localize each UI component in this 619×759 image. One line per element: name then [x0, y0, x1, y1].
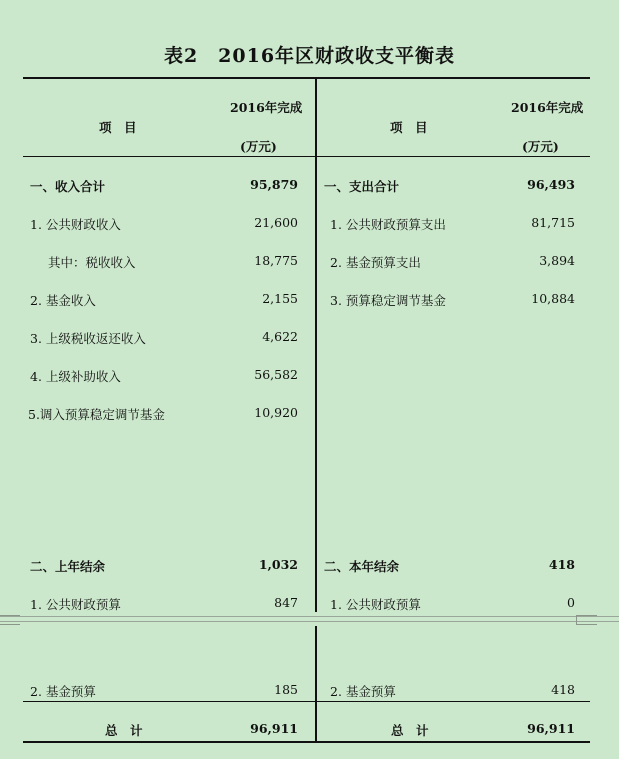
header-right-unit: (万元) [522, 139, 559, 154]
header-left-item: 项 目 [99, 120, 137, 135]
left-row-value: 4,622 [262, 329, 298, 344]
left-row-value: 95,879 [250, 177, 298, 192]
header-bottom-rule [23, 156, 590, 157]
right-row-label: 一、支出合计 [324, 179, 400, 194]
header-left-unit: (万元) [240, 139, 277, 154]
left-sub1-label: 1. 公共财政预算 [30, 597, 121, 612]
right-row-label: 1. 公共财政预算支出 [330, 217, 446, 232]
header-right-item: 项 目 [390, 120, 428, 135]
left-row-label: 3. 上级税收返还收入 [30, 331, 146, 346]
right-sub2-label: 2. 基金预算 [330, 684, 396, 699]
total-right-label: 总 计 [391, 723, 429, 738]
right-row-value: 10,884 [531, 291, 575, 306]
split-line-top [0, 616, 619, 617]
table-top-rule [23, 77, 590, 79]
right-row-value: 3,894 [539, 253, 575, 268]
left-row-value: 56,582 [254, 367, 298, 382]
left-row-label: 1. 公共财政收入 [30, 217, 121, 232]
right-sub1-label: 1. 公共财政预算 [330, 597, 421, 612]
right-row-value: 81,715 [531, 215, 575, 230]
left-sub2-value: 185 [274, 682, 298, 697]
table-bottom-rule [23, 741, 590, 743]
right-sub2-value: 418 [551, 682, 575, 697]
frozen-pane-split[interactable] [0, 612, 619, 626]
total-left-label: 总 计 [105, 723, 143, 738]
left-row-label: 4. 上级补助收入 [30, 369, 121, 384]
left-sub1-value: 847 [274, 595, 298, 610]
left-row-value: 10,920 [254, 405, 298, 420]
column-divider-lower [315, 626, 317, 742]
column-divider-upper [315, 79, 317, 612]
left-row-label: 一、收入合计 [30, 179, 106, 194]
left-row-value: 18,775 [254, 253, 298, 268]
total-top-rule [23, 701, 590, 702]
split-handle-right[interactable] [576, 615, 597, 625]
split-handle-left[interactable] [0, 615, 20, 625]
right-sub1-value: 0 [567, 595, 575, 610]
header-left-year: 2016年完成 [230, 100, 303, 115]
right-balance-value: 418 [548, 557, 575, 572]
left-row-value: 21,600 [254, 215, 298, 230]
left-row-value: 2,155 [262, 291, 298, 306]
split-line-bottom [0, 621, 619, 622]
left-sub2-label: 2. 基金预算 [30, 684, 96, 699]
header-right-year: 2016年完成 [511, 100, 584, 115]
left-balance-label: 二、上年结余 [30, 559, 106, 574]
left-row-label: 5.调入预算稳定调节基金 [28, 407, 165, 422]
table-title: 表2 2016年区财政收支平衡表 [163, 45, 456, 67]
right-balance-label: 二、本年结余 [324, 559, 400, 574]
right-row-value: 96,493 [527, 177, 575, 192]
right-row-label: 2. 基金预算支出 [330, 255, 421, 270]
left-row-label: 其中：税收收入 [48, 255, 136, 270]
total-right-value: 96,911 [527, 721, 575, 736]
total-left-value: 96,911 [250, 721, 298, 736]
right-row-label: 3. 预算稳定调节基金 [330, 293, 446, 308]
left-balance-value: 1,032 [258, 557, 298, 572]
left-row-label: 2. 基金收入 [30, 293, 96, 308]
